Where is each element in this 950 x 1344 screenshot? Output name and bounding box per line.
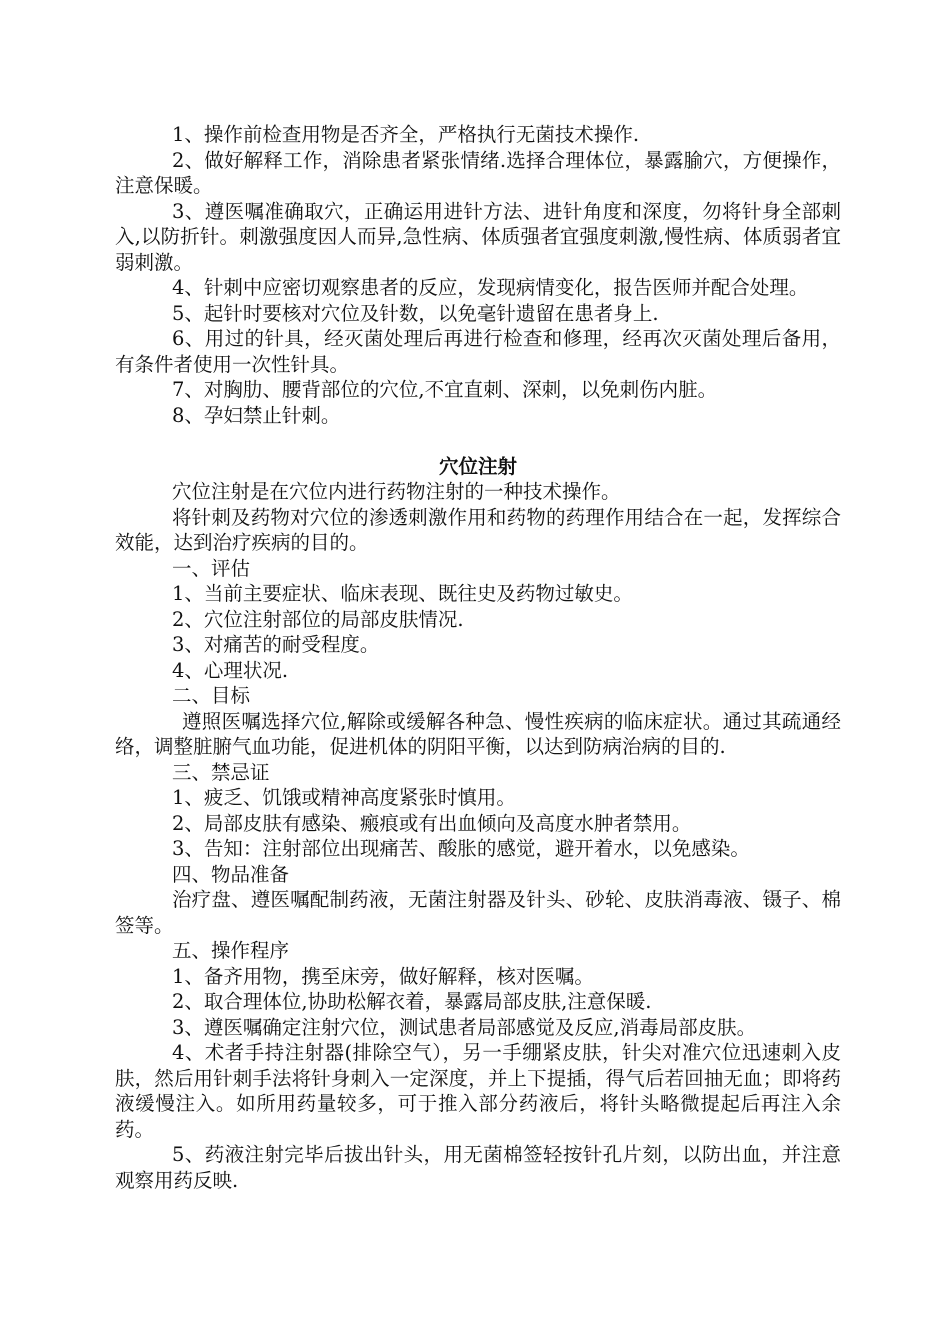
list-item: 3、告知：注射部位出现痛苦、酸胀的感觉，避开着水，以免感染。 — [172, 837, 750, 860]
heading-assessment: 一、评估 — [172, 556, 251, 580]
list-item: 8、孕妇禁止针刺。 — [172, 403, 341, 427]
list-item: 2、取合理体位,协助松解衣着，暴露局部皮肤,注意保暖. — [172, 990, 652, 1013]
list-item: 1、当前主要症状、临床表现、既往史及药物过敏史。 — [172, 582, 633, 605]
list-item: 1、疲乏、饥饿或精神高度紧张时慎用。 — [172, 786, 516, 809]
list-item: 5、药液注射完毕后拔出针头，用无菌棉签轻按针孔片刻，以防出血，并注意观察用药反映. — [115, 1143, 841, 1192]
spacer — [115, 428, 841, 454]
list-item: 3、对痛苦的耐受程度。 — [172, 633, 380, 656]
list-item: 2、局部皮肤有感染、瘢痕或有出血倾向及高度水肿者禁用。 — [172, 811, 692, 835]
list-item: 5、起针时要核对穴位及针数，以免毫针遗留在患者身上. — [172, 301, 659, 325]
intro-paragraph: 穴位注射是在穴位内进行药物注射的一种技术操作。 — [172, 480, 621, 503]
list-item: 6、用过的针具，经灭菌处理后再进行检查和修理，经再次灭菌处理后备用，有条件者使用一次性针具。 — [115, 327, 841, 376]
list-item: 2、做好解释工作，消除患者紧张情绪.选择合理体位，暴露腧穴，方便操作，注意保暖。 — [115, 148, 841, 197]
heading-supplies: 四、物品准备 — [172, 862, 290, 886]
list-item: 1、备齐用物，携至床旁，做好解释，核对医嘱。 — [172, 964, 594, 988]
document-body — [115, 122, 841, 1193]
heading-contraindications: 三、禁忌证 — [172, 760, 270, 784]
list-item: 1、操作前检查用物是否齐全，严格执行无菌技术操作. — [172, 123, 640, 146]
list-item: 4、针刺中应密切观察患者的反应，发现病情变化，报告医师并配合处理。 — [172, 276, 809, 299]
list-item: 4、术者手持注射器(排除空气），另一手绷紧皮肤，针尖对准穴位迅速刺入皮肤，然后用针刺手法将针身刺入一定深度，并上下提插，得气后若回抽无血；即将药液缓慢注入。如所用药量较多，可于推入部分药液后，将针头略微提起后再注入余药。 — [115, 1041, 841, 1141]
heading-procedure: 五、操作程序 — [172, 939, 290, 962]
supplies-paragraph: 治疗盘、遵医嘱配制药液，无菌注射器及针头、砂轮、皮肤消毒液、镊子、棉签等。 — [115, 888, 841, 937]
list-item: 7、对胸肋、腰背部位的穴位,不宜直刺、深刺，以免刺伤内脏。 — [172, 378, 718, 401]
intro-paragraph: 将针刺及药物对穴位的渗透刺激作用和药物的药理作用结合在一起，发挥综合效能，达到治疗疾病的目的。 — [115, 505, 841, 554]
list-item: 4、心理状况. — [172, 658, 289, 682]
heading-goal: 二、目标 — [172, 684, 251, 707]
list-item: 3、遵医嘱准确取穴，正确运用进针方法、进针角度和深度，勿将针身全部刺入,以防折针。刺激强度因人而异,急性病、体质强者宜强度刺激,慢性病、体质弱者宜弱刺激。 — [115, 199, 841, 274]
list-item: 2、穴位注射部位的局部皮肤情况. — [172, 607, 464, 631]
section-title: 穴位注射 — [438, 454, 517, 478]
list-item: 3、遵医嘱确定注射穴位，测试患者局部感觉及反应,消毒局部皮肤。 — [172, 1015, 757, 1039]
goal-paragraph: 遵照医嘱选择穴位,解除或缓解各种急、慢性疾病的临床症状。通过其疏通经络，调整脏腑气血功能，促进机体的阴阳平衡，以达到防病治病的目的. — [115, 709, 841, 758]
